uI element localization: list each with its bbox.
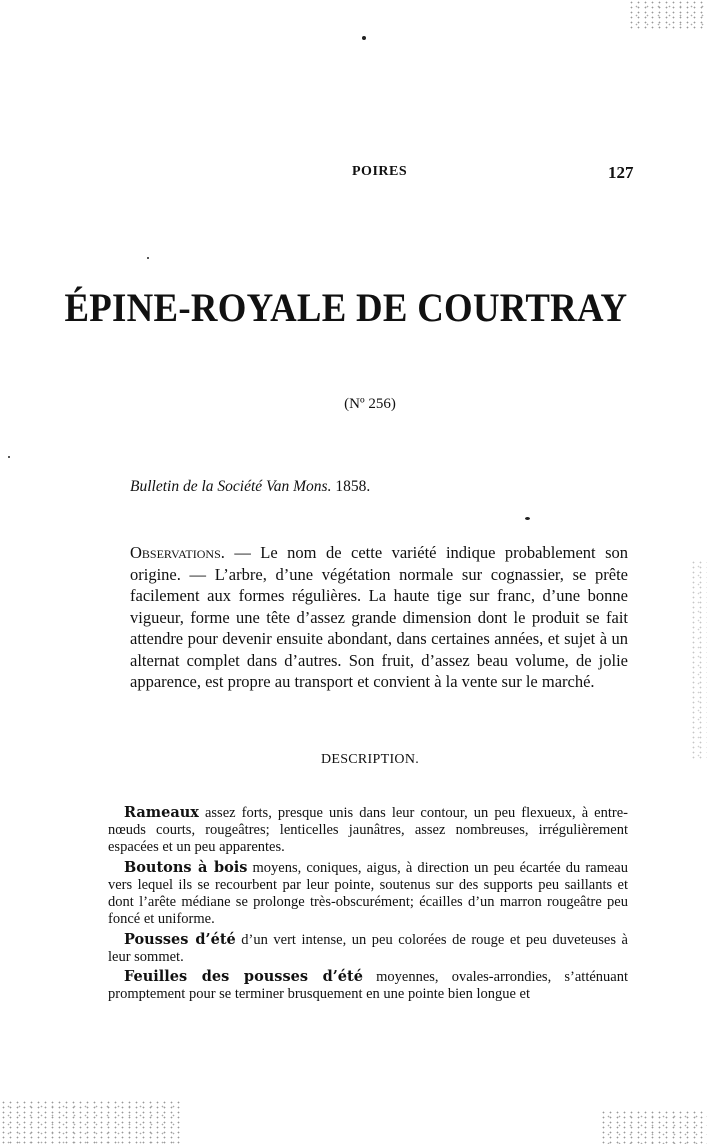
description-item — [108, 931, 628, 966]
description-text: moyennes, ovales-arrondies, s’atténuant promptement pour se terminer brusquement en une pointe bien longue et — [108, 969, 628, 1002]
running-title: POIRES — [352, 164, 408, 179]
scan-speck — [8, 456, 10, 458]
observations-paragraph — [130, 542, 628, 693]
description-text: assez forts, presque unis dans leur contour, un peu flexueux, à entre-nœuds courts, rougeâtres; lenticelles jaunâtres, assez nombreuses, irrégulièrement espacées et un peu apparentes. — [108, 805, 628, 855]
citation-year: 1858. — [335, 478, 371, 495]
scan-noise-right-edge — [690, 560, 707, 760]
description-item — [108, 968, 628, 1003]
scan-speck — [147, 257, 149, 259]
description-text: moyens, coniques, aigus, à direction un peu écartée du rameau vers lequel ils se recourbent par leur pointe, soutenus sur des supports peu saillants et dont l’arête médiane se prolonge très-obscurément; écailles d’un marron rougeâtre peu foncé et uniforme. — [108, 860, 628, 927]
description-item — [108, 804, 628, 856]
scan-speck — [525, 517, 530, 520]
citation-source: Bulletin de la Société Van Mons. — [130, 478, 332, 495]
description-heading: DESCRIPTION. — [320, 752, 420, 767]
description-term: Boutons à bois — [124, 859, 248, 876]
description-term: Feuilles des pousses d’été — [124, 968, 363, 985]
variety-title: ÉPINE-ROYALE DE COURTRAY — [64, 285, 628, 330]
description-text: d’un vert intense, un peu colorées de rouge et peu duveteuses à leur sommet. — [108, 932, 628, 965]
scan-noise-top-right — [628, 0, 707, 30]
scan-noise-bottom-left — [0, 1100, 180, 1144]
page-number: 127 — [608, 163, 634, 182]
scan-noise-bottom-right — [600, 1110, 707, 1144]
scan-speck — [362, 36, 366, 40]
description-term: Pousses d’été — [124, 931, 236, 948]
description-item — [108, 859, 628, 928]
variety-number: (Nº 256) — [344, 396, 396, 412]
observations-text: — Le nom de cette variété indique probablement son origine. — L’arbre, d’une végétation normale sur cognassier, se prête facilement aux formes régulières. La haute tige sur franc, d’une bonne vigueur, forme une tête d’assez grande dimension dont le produit se fait attendre pour devenir ensuite abondant, dans certaines années, et sujet à un alternat complet dans d’autres. Son fruit, d’assez beau volume, de jolie apparence, est propre au transport et convient à la vente sur le marché. — [130, 543, 628, 691]
description-term: Rameaux — [124, 804, 199, 821]
bibliographic-citation — [130, 478, 370, 496]
observations-label: Observations. — [130, 543, 225, 562]
